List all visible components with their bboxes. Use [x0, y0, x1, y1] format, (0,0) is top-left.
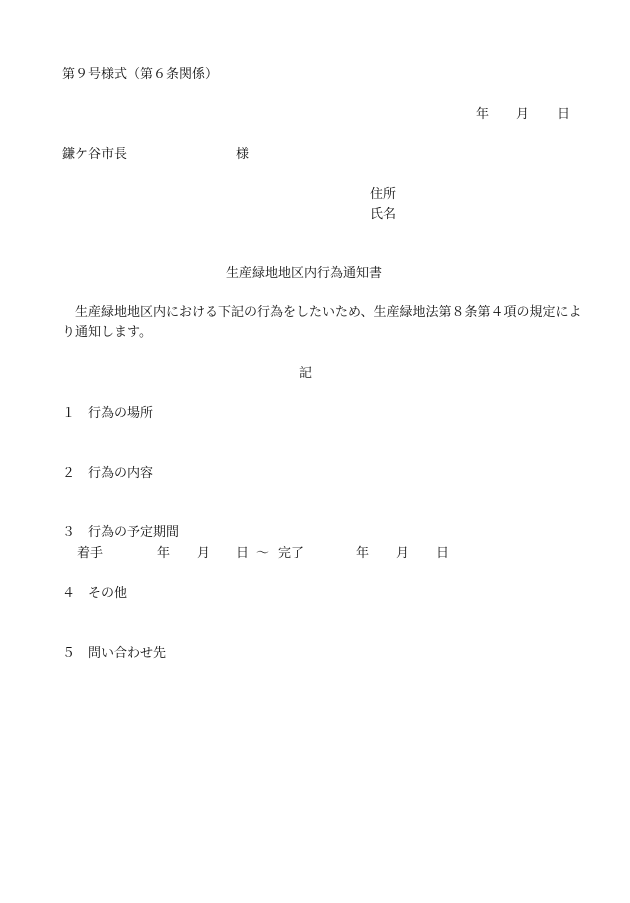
- item-label: 行為の内容: [88, 466, 154, 481]
- item-number: ５: [62, 646, 76, 661]
- period-start-year: 年: [157, 546, 171, 561]
- item-number: ２: [62, 466, 76, 481]
- date-year: 年: [476, 107, 490, 122]
- body-paragraph: 生産緑地地区内における下記の行為をしたいため、生産緑地法第８条第４項の規定により通知します。: [62, 305, 582, 340]
- date-month: 月: [516, 107, 530, 122]
- item-number: ３: [62, 525, 76, 540]
- period-end-label: 完了: [278, 546, 305, 561]
- period-tilde: ～: [256, 546, 270, 561]
- item-number: ４: [62, 586, 76, 601]
- period-end-year: 年: [356, 546, 370, 561]
- item-label: その他: [88, 586, 128, 601]
- period-start-label: 着手: [77, 546, 104, 561]
- sender-name-label: 氏名: [370, 207, 397, 222]
- addressee-name: 鎌ケ谷市長: [62, 147, 128, 162]
- form-number: 第９号様式（第６条関係）: [62, 67, 219, 82]
- period-start-day: 日: [236, 546, 250, 561]
- addressee-honorific: 様: [236, 147, 250, 162]
- period-end-day: 日: [436, 546, 450, 561]
- item-label: 問い合わせ先: [88, 646, 167, 661]
- item-label: 行為の予定期間: [88, 525, 180, 540]
- ki-heading: 記: [299, 366, 313, 381]
- sender-address-label: 住所: [370, 187, 397, 202]
- period-end-month: 月: [396, 546, 410, 561]
- item-number: １: [62, 406, 76, 421]
- document-title: 生産緑地地区内行為通知書: [226, 266, 383, 281]
- period-start-month: 月: [197, 546, 211, 561]
- item-label: 行為の場所: [88, 406, 154, 421]
- date-day: 日: [557, 107, 571, 122]
